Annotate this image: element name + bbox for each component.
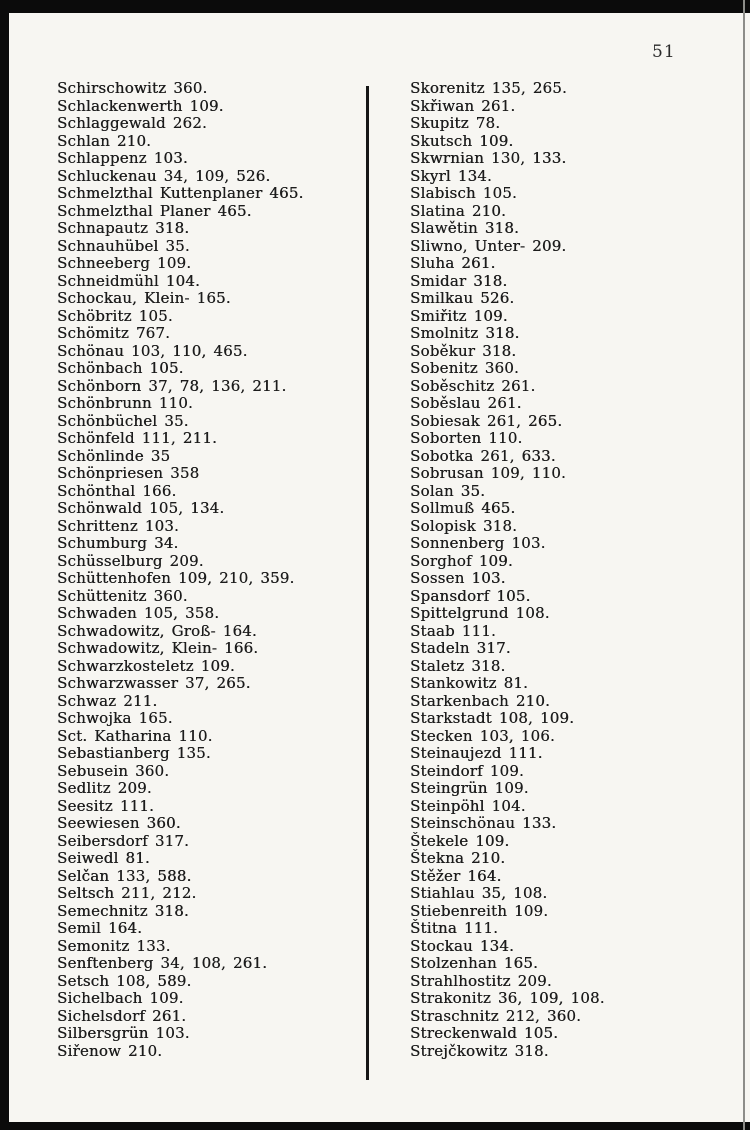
index-entry: Streckenwald 105.: [410, 1024, 559, 1042]
index-entry: Semil 164.: [57, 919, 143, 937]
index-entry: Smidar 318.: [410, 271, 508, 290]
index-column-left: [57, 80, 362, 1060]
index-entry: Sobiesak 261, 265.: [410, 411, 563, 430]
index-entry: Skyrl 134.: [410, 166, 492, 185]
index-entry: Soborten 110.: [410, 429, 523, 447]
index-entry: Stockau 134.: [410, 936, 514, 955]
index-entry: Schönpriesen 358: [57, 464, 200, 482]
index-entry: Schlaggewald 262.: [57, 114, 207, 132]
scan-edge-right: [743, 0, 745, 1130]
index-entry: Schrittenz 103.: [57, 516, 179, 535]
index-entry: Starkenbach 210.: [410, 691, 551, 710]
index-entry: Seltsch 211, 212.: [57, 884, 197, 902]
index-entry: Štekele 109.: [410, 831, 510, 850]
index-entry: Sonnenberg 103.: [410, 534, 546, 552]
index-entry: Siřenow 210.: [57, 1041, 163, 1060]
index-entry: Štekna 210.: [410, 849, 506, 867]
index-entry: Senftenberg 34, 108, 261.: [57, 954, 268, 972]
index-entry: Schömitz 767.: [57, 324, 171, 342]
index-entry: Sossen 103.: [410, 569, 506, 587]
index-entry: Schumburg 34.: [57, 534, 179, 552]
index-entry: Seiwedl 81.: [57, 849, 150, 867]
index-entry: Schluckenau 34, 109, 526.: [57, 166, 271, 185]
index-entry: Sichelsdorf 261.: [57, 1006, 187, 1025]
index-entry: Schnapautz 318.: [57, 219, 190, 237]
index-entry: Semonitz 133.: [57, 936, 171, 955]
column-divider-rule: [366, 86, 369, 1080]
index-entry: Schönborn 37, 78, 136, 211.: [57, 376, 287, 395]
index-entry: Skutsch 109.: [410, 131, 514, 150]
index-entry: Schönwald 105, 134.: [57, 499, 225, 517]
index-entry: Schönfeld 111, 211.: [57, 429, 217, 447]
index-entry: Schüttenitz 360.: [57, 586, 188, 605]
index-entry: Schwaden 105, 358.: [57, 604, 220, 622]
index-entry: Schlackenwerth 109.: [57, 96, 224, 115]
index-entry: Spittelgrund 108.: [410, 604, 550, 622]
index-entry: Schneeberg 109.: [57, 254, 192, 272]
scan-edge-bottom: [0, 1122, 750, 1130]
index-entry: Schwojka 165.: [57, 709, 173, 727]
index-entry: Spansdorf 105.: [410, 586, 531, 605]
index-entry: Solan 35.: [410, 481, 486, 500]
index-entry: Soběkur 318.: [410, 341, 517, 360]
index-entry: Sorghof 109.: [410, 551, 513, 570]
index-entry: Sliwno, Unter- 209.: [410, 236, 567, 255]
index-column-right: [410, 80, 715, 1060]
scan-edge-left: [0, 0, 9, 1130]
index-entry: Stecken 103, 106.: [410, 726, 555, 745]
index-entry: Smiřitz 109.: [410, 306, 508, 325]
index-entry: Stěžer 164.: [410, 866, 502, 885]
index-entry: Sct. Katharina 110.: [57, 726, 213, 745]
index-entry: Sichelbach 109.: [57, 989, 184, 1007]
index-entry: Schwarzkosteletz 109.: [57, 656, 235, 675]
index-entry: Solopisk 318.: [410, 516, 518, 535]
index-entry: Strejčkowitz 318.: [410, 1041, 549, 1060]
index-entry: Schmelzthal Kuttenplaner 465.: [57, 184, 304, 202]
index-entry: Straschnitz 212, 360.: [410, 1006, 582, 1025]
index-entry: Seesitz 111.: [57, 796, 155, 815]
index-entry: Schmelzthal Planer 465.: [57, 201, 252, 220]
index-entry: Steindorf 109.: [410, 761, 524, 780]
index-entry: Selčan 133, 588.: [57, 866, 192, 885]
index-entry: Sobenitz 360.: [410, 359, 519, 377]
index-entry: Štitna 111.: [410, 919, 499, 937]
index-entry: Sluha 261.: [410, 254, 496, 272]
index-entry: Skwrnian 130, 133.: [410, 149, 567, 167]
index-entry: Soběslau 261.: [410, 394, 522, 412]
index-entry: Staab 111.: [410, 621, 496, 640]
index-entry: Staletz 318.: [410, 656, 506, 675]
index-entry: Schockau, Klein- 165.: [57, 289, 231, 307]
index-entry: Seewiesen 360.: [57, 814, 181, 832]
index-entry: Setsch 108, 589.: [57, 971, 192, 990]
index-entry: Steinschönau 133.: [410, 814, 557, 832]
index-entry: Skřiwan 261.: [410, 96, 516, 115]
index-entry: Schwadowitz, Klein- 166.: [57, 639, 259, 657]
index-entry: Slabisch 105.: [410, 184, 517, 202]
index-entry: Stankowitz 81.: [410, 674, 529, 692]
index-entry: Sebastianberg 135.: [57, 744, 211, 762]
index-entry: Steinaujezd 111.: [410, 744, 543, 762]
index-entry: Schwadowitz, Groß- 164.: [57, 621, 257, 640]
index-entry: Semechnitz 318.: [57, 901, 189, 920]
index-entry: Schönbrunn 110.: [57, 394, 193, 412]
index-entry: Sedlitz 209.: [57, 779, 152, 797]
index-entry: Strahlhostitz 209.: [410, 971, 552, 990]
index-entry: Slatina 210.: [410, 201, 507, 220]
index-entry: Sollmuß 465.: [410, 499, 516, 517]
index-entry: Schönlinde 35: [57, 446, 171, 465]
index-entry: Silbersgrün 103.: [57, 1024, 190, 1042]
index-entry: Schnauhübel 35.: [57, 236, 190, 255]
index-entry: Soběschitz 261.: [410, 376, 536, 395]
index-entry: Strakonitz 36, 109, 108.: [410, 989, 605, 1007]
index-entry: Skorenitz 135, 265.: [410, 79, 567, 97]
index-entry: Stolzenhan 165.: [410, 954, 539, 972]
index-entry: Stiebenreith 109.: [410, 901, 549, 920]
index-entry: Schönthal 166.: [57, 481, 177, 500]
index-entry: Schlappenz 103.: [57, 149, 188, 167]
index-entry: Smilkau 526.: [410, 289, 515, 307]
index-entry: Schneidmühl 104.: [57, 271, 200, 290]
index-entry: Starkstadt 108, 109.: [410, 709, 575, 727]
index-entry: Sobotka 261, 633.: [410, 446, 556, 465]
index-entry: Stadeln 317.: [410, 639, 511, 657]
index-entry: Schönbach 105.: [57, 359, 184, 377]
index-entry: Schwarzwasser 37, 265.: [57, 674, 251, 692]
index-entry: Schirschowitz 360.: [57, 79, 208, 97]
index-entry: Schwaz 211.: [57, 691, 158, 710]
index-entry: Skupitz 78.: [410, 114, 501, 132]
index-entry: Smolnitz 318.: [410, 324, 520, 342]
index-entry: Schüsselburg 209.: [57, 551, 204, 570]
index-entry: Steingrün 109.: [410, 779, 529, 797]
index-entry: Schlan 210.: [57, 131, 152, 150]
index-entry: Schöbritz 105.: [57, 306, 173, 325]
index-entry: Schönau 103, 110, 465.: [57, 341, 248, 360]
index-entry: Slawětin 318.: [410, 219, 519, 237]
index-entry: Steinpöhl 104.: [410, 796, 526, 815]
index-entry: Schüttenhofen 109, 210, 359.: [57, 569, 295, 587]
index-entry: Seibersdorf 317.: [57, 831, 190, 850]
scan-edge-top: [0, 0, 750, 13]
index-entry: Sobrusan 109, 110.: [410, 464, 566, 482]
index-entry: Sebusein 360.: [57, 761, 170, 780]
index-entry: Stiahlau 35, 108.: [410, 884, 548, 902]
index-entry: Schönbüchel 35.: [57, 411, 189, 430]
page-number: 51: [652, 42, 676, 62]
